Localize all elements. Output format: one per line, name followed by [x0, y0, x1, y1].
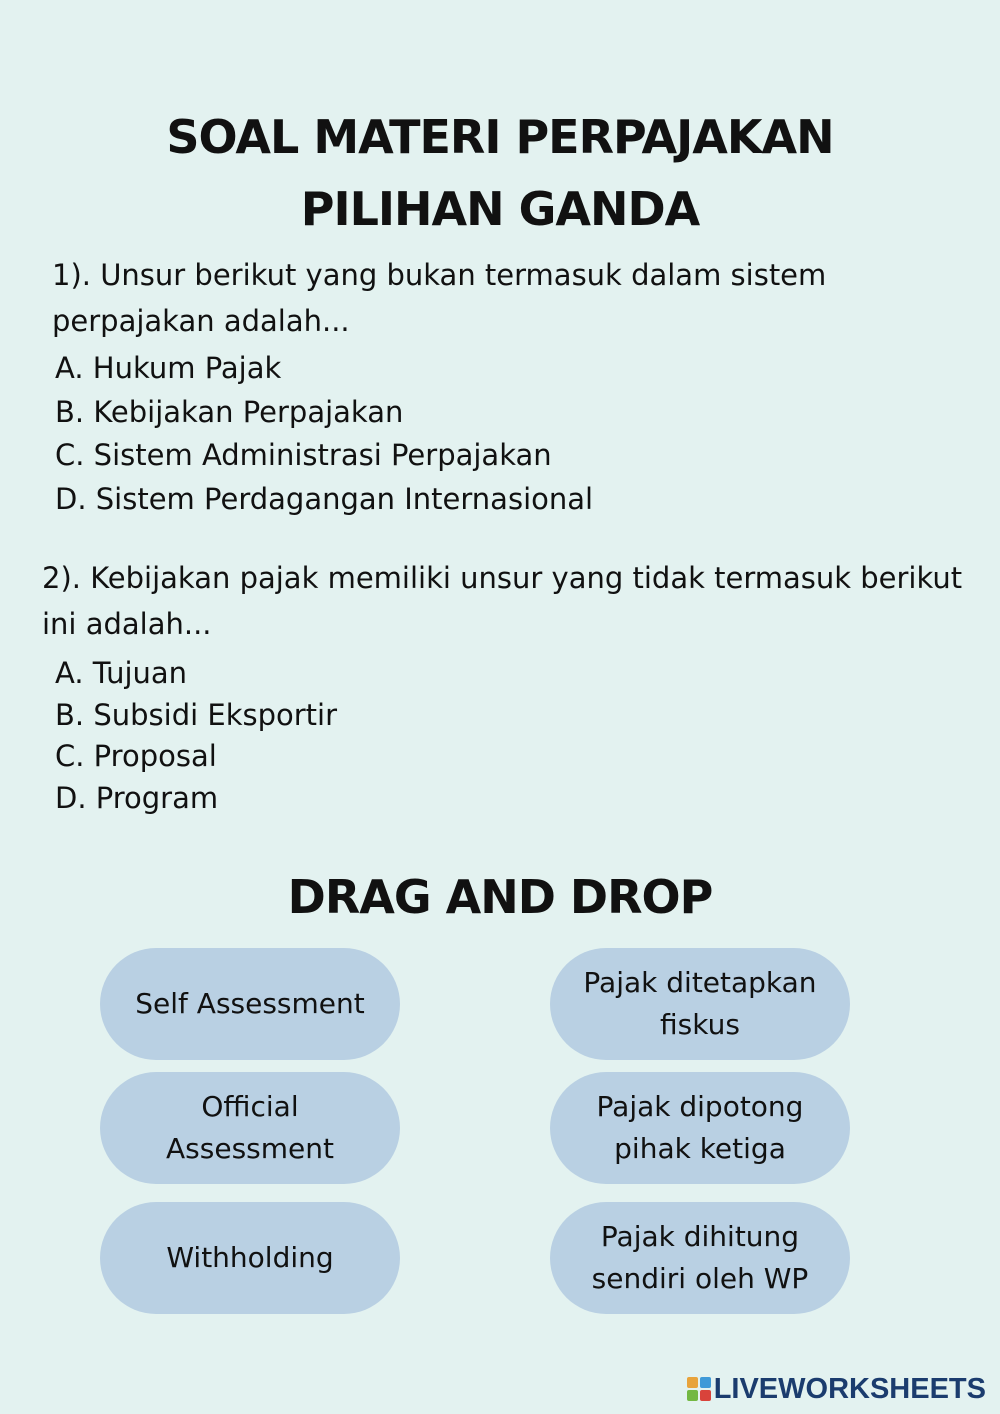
- question-1-option-c[interactable]: C. Sistem Administrasi Perpajakan: [55, 438, 552, 472]
- question-2-text: 2). Kebijakan pajak memiliki unsur yang tidak termasuk berikut ini adalah...: [42, 561, 963, 641]
- drag-item-self-assessment[interactable]: Self Assessment: [100, 948, 400, 1060]
- question-2-option-d[interactable]: D. Program: [55, 780, 219, 815]
- question-2-option-a[interactable]: A. Tujuan: [55, 656, 188, 690]
- drag-item-withholding[interactable]: Withholding: [100, 1202, 400, 1314]
- question-2-options: [55, 653, 337, 819]
- page-title-line-1: SOAL MATERI PERPAJAKAN: [166, 110, 834, 164]
- liveworksheets-logo-icon: [687, 1377, 711, 1401]
- question-1-option-a[interactable]: A. Hukum Pajak: [55, 351, 282, 385]
- logo-square-green: [687, 1390, 698, 1401]
- question-1-text: 1). Unsur berikut yang bukan termasuk dalam sistem perpajakan adalah...: [52, 258, 827, 338]
- logo-square-orange: [687, 1377, 698, 1388]
- drop-target-ditetapkan-fiskus[interactable]: Pajak ditetapkan fiskus: [550, 948, 850, 1060]
- question-1-option-d[interactable]: D. Sistem Perdagangan Internasional: [55, 481, 594, 516]
- logo-square-red: [700, 1390, 711, 1401]
- drag-and-drop-title: DRAG AND DROP: [287, 870, 713, 924]
- question-1-option-b[interactable]: B. Kebijakan Perpajakan: [55, 394, 404, 429]
- question-1-options: [55, 347, 593, 521]
- drop-target-dihitung-sendiri[interactable]: Pajak dihitung sendiri oleh WP: [550, 1202, 850, 1314]
- liveworksheets-logo: [687, 1372, 986, 1406]
- question-2-option-c[interactable]: C. Proposal: [55, 739, 217, 773]
- drop-target-dipotong-pihak-ketiga[interactable]: Pajak dipotong pihak ketiga: [550, 1072, 850, 1184]
- question-2-option-b[interactable]: B. Subsidi Eksportir: [55, 697, 338, 732]
- liveworksheets-logo-text: LIVEWORKSHEETS: [713, 1372, 986, 1405]
- drag-item-official-assessment[interactable]: Official Assessment: [100, 1072, 400, 1184]
- page-title-line-2: PILIHAN GANDA: [300, 182, 700, 236]
- logo-square-blue: [700, 1377, 711, 1388]
